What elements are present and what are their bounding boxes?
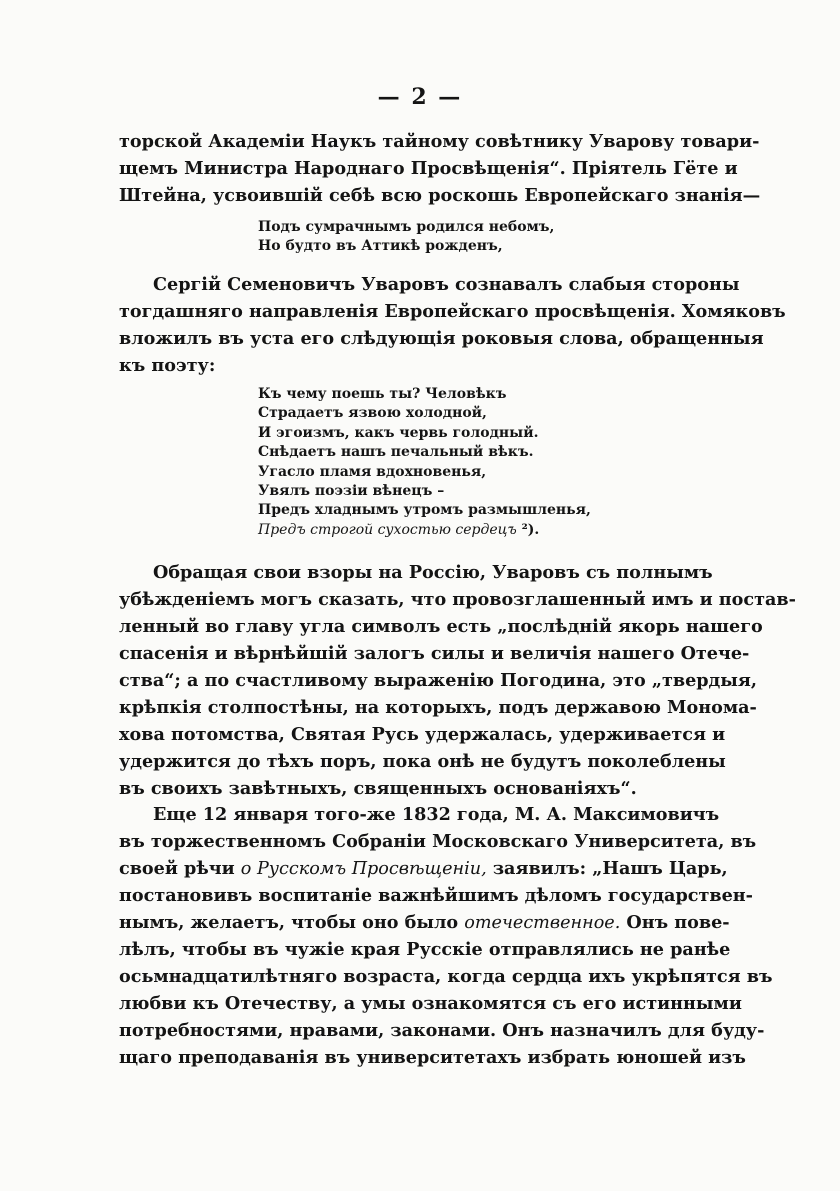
- verse-line: Предъ хладнымъ утромъ размышленья,: [258, 502, 591, 519]
- text-line: Еще 12 января того-же 1832 года, М. А. Максимовичъ: [153, 804, 720, 825]
- text-line: лѣлъ, чтобы въ чужіе края Русскіе отправлялись не ранѣе: [119, 939, 731, 960]
- text-line: убѣжденіемъ могъ сказать, что провозглашенный имъ и постав-: [119, 589, 796, 610]
- text-line: ленный во главу угла символъ есть „послѣдній якорь нашего: [119, 616, 763, 637]
- text-line: крѣпкія столпостѣны, на которыхъ, подъ державою Монома-: [119, 697, 757, 718]
- text-segment: заявилъ: „Нашъ Царь,: [486, 858, 728, 879]
- verse-line: Но будто въ Аттикѣ рожденъ,: [258, 238, 503, 255]
- page-number: — 2 —: [377, 84, 463, 110]
- paragraph-1: [119, 128, 761, 209]
- text-line: въ торжественномъ Собраніи Московскаго Университета, въ: [119, 831, 757, 852]
- text-line: Обращая свои взоры на Россію, Уваровъ съ полнымъ: [153, 562, 713, 583]
- text-line: вложилъ въ уста его слѣдующія роковыя слова, обращенныя: [119, 328, 764, 349]
- italic-text: Предъ строгой сухостью сердецъ: [258, 521, 517, 538]
- text-line: торской Академіи Наукъ тайному совѣтнику Уварову товари-: [119, 131, 760, 152]
- text-line: къ поэту:: [119, 355, 216, 376]
- verse-line: Снѣдаетъ нашъ печальный вѣкъ.: [258, 444, 534, 461]
- italic-text: о Русскомъ Просвѣщеніи,: [240, 859, 487, 879]
- text-line: тогдашняго направленія Европейскаго просвѣщенія. Хомяковъ: [119, 301, 786, 322]
- text-line: хова потомства, Святая Русь удержалась, удерживается и: [119, 724, 726, 745]
- text-line: щемъ Министра Народнаго Просвѣщенія“. Пріятель Гёте и: [119, 158, 738, 179]
- verse-line: Угасло пламя вдохновенья,: [258, 463, 487, 480]
- verse-1: [258, 218, 554, 257]
- verse-line: Увялъ поэзіи вѣнецъ –: [258, 482, 445, 499]
- text-line: любви къ Отечеству, а умы ознакомятся съ его истинными: [119, 993, 742, 1014]
- text-segment: нымъ, желаетъ, чтобы оно было: [119, 912, 465, 933]
- italic-text: отечественное.: [464, 913, 621, 933]
- paragraph-4: [119, 801, 773, 1071]
- text-line: [119, 855, 728, 882]
- text-line: [119, 909, 730, 936]
- text-line: удержится до тѣхъ поръ, пока онѣ не будутъ поколеблены: [119, 751, 726, 772]
- text-segment: Онъ пове-: [620, 912, 730, 933]
- text-line: Штейна, усвоившій себѣ всю роскошь Европейскаго знанія—: [119, 185, 761, 206]
- paragraph-3: [119, 559, 796, 802]
- text-line: въ своихъ завѣтныхъ, священныхъ основаніяхъ“.: [119, 778, 637, 799]
- verse-line: Къ чему поешь ты? Человѣкъ: [258, 386, 507, 402]
- verse-2: [258, 385, 591, 540]
- text-line: спасенія и вѣрнѣйшій залогъ силы и величія нашего Отече-: [119, 643, 750, 664]
- footnote-marker: ²).: [516, 521, 540, 538]
- text-line: Сергій Семеновичъ Уваровъ сознавалъ слабыя стороны: [153, 274, 740, 295]
- text-segment: своей рѣчи: [119, 858, 241, 879]
- text-line: щаго преподаванія въ университетахъ избрать юношей изъ: [119, 1047, 746, 1068]
- text-line: постановивъ воспитаніе важнѣйшимъ дѣломъ государствен-: [119, 885, 753, 906]
- paragraph-2: [119, 271, 786, 379]
- verse-line: Подъ сумрачнымъ родился небомъ,: [258, 219, 555, 235]
- verse-line: И эгоизмъ, какъ червь голодный.: [258, 424, 539, 441]
- text-line: ства“; а по счастливому выраженію Погодина, это „твердыя,: [119, 670, 758, 691]
- verse-line: [258, 521, 591, 540]
- verse-line: Страдаетъ язвою холодной,: [258, 405, 487, 422]
- text-line: осьмнадцатилѣтняго возраста, когда сердца ихъ укрѣпятся въ: [119, 966, 773, 987]
- text-line: потребностями, нравами, законами. Онъ назначилъ для буду-: [119, 1020, 765, 1041]
